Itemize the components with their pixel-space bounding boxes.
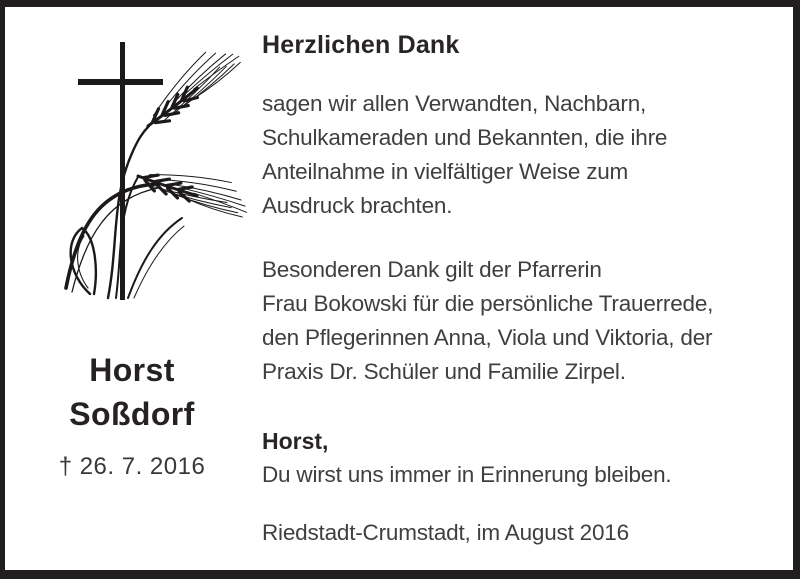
paragraph-line: Anteilnahme in vielfältiger Weise zum xyxy=(262,159,629,184)
paragraph-special-thanks xyxy=(262,253,713,389)
cross-and-wheat-icon xyxy=(38,36,256,308)
place-and-date: Riedstadt-Crumstadt, im August 2016 xyxy=(262,520,629,545)
farewell-name: Horst, xyxy=(262,428,329,454)
deceased-first-name: Horst xyxy=(89,352,175,388)
paragraph-line: den Pflegerinnen Anna, Viola und Viktoria, der xyxy=(262,325,713,350)
farewell-text: Du wirst uns immer in Erinnerung bleiben. xyxy=(262,462,672,487)
paragraph-line: Praxis Dr. Schüler und Familie Zirpel. xyxy=(262,359,626,384)
death-date: † 26. 7. 2016 xyxy=(58,453,206,480)
notice-title: Herzlichen Dank xyxy=(262,31,460,59)
deceased-last-name: Soßdorf xyxy=(69,396,195,432)
cross-icon xyxy=(78,42,163,300)
paragraph-line: Besonderen Dank gilt der Pfarrerin xyxy=(262,257,602,282)
paragraph-line: sagen wir allen Verwandten, Nachbarn, xyxy=(262,91,647,116)
paragraph-line: Ausdruck brachten. xyxy=(262,193,453,218)
paragraph-line: Frau Bokowski für die persönliche Trauerrede, xyxy=(262,291,714,316)
paragraph-line: Schulkameraden und Bekannten, die ihre xyxy=(262,125,668,150)
paragraph-thanks xyxy=(262,87,667,223)
